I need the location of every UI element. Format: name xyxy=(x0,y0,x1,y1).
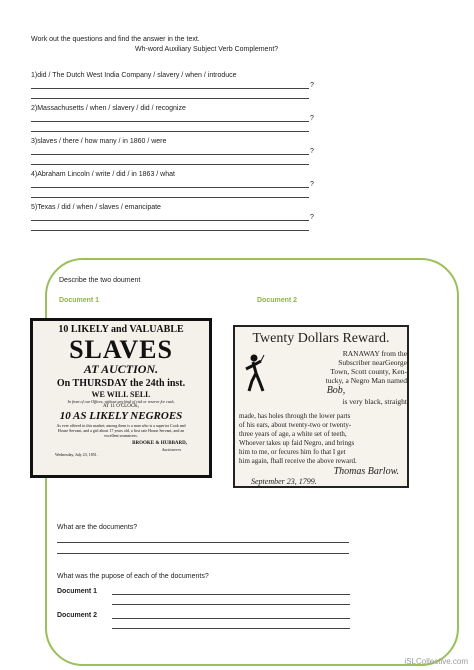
answer-line[interactable] xyxy=(112,628,350,629)
answer-line[interactable] xyxy=(31,187,309,188)
watermark: iSLCollective.com xyxy=(404,657,468,666)
document-2-advert xyxy=(233,325,409,488)
runaway-figure-icon xyxy=(241,353,265,393)
answer-line[interactable] xyxy=(112,618,350,619)
poster-auctioneers: BROOKE & HUBBARD, xyxy=(132,441,187,446)
advert-line: Town, Scott county, Ken- xyxy=(330,367,407,376)
answer-line[interactable] xyxy=(31,121,309,122)
answer-line[interactable] xyxy=(112,594,350,595)
poster-negroes: 10 AS LIKELY NEGROES xyxy=(59,410,183,422)
poster-slaves: SLAVES xyxy=(69,335,173,364)
advert-line: made, has holes through the lower parts xyxy=(239,412,351,420)
advert-line: him to me, or fecures him fo that I get xyxy=(239,448,346,456)
reward-title: Twenty Dollars Reward. xyxy=(252,331,390,346)
advert-date: September 23, 1799. xyxy=(251,477,317,486)
runaway-name: Bob, xyxy=(326,385,346,396)
document-1-label: Document 1 xyxy=(59,297,100,304)
poster-we-will-sell: WE WILL SELL xyxy=(91,390,151,399)
advert-line: is very black, straight xyxy=(342,397,407,406)
answer-line[interactable] xyxy=(31,131,309,132)
poster-date: On THURSDAY the 24th inst. xyxy=(56,378,186,389)
question-4: 4)Abraham Lincoln / write / did / in 1863 / what xyxy=(31,171,175,178)
advert-line: of his ears, about twenty-two or twenty- xyxy=(239,421,352,429)
answer-line[interactable] xyxy=(31,164,309,165)
question-purpose: What was the pupose of each of the documents? xyxy=(57,573,209,580)
answer-line[interactable] xyxy=(31,98,309,99)
advert-line: Subscriber nearGeorge xyxy=(338,358,407,367)
poster-heading: 10 LIKELY and VALUABLE xyxy=(58,324,184,335)
advert-line: tucky, a Negro Man named xyxy=(325,376,407,385)
poster-auction: AT AUCTION. xyxy=(83,362,159,376)
instruction-text: Work out the questions and find the answer in the text. xyxy=(31,36,200,43)
poster-auctioneers-title: Auctioneers xyxy=(161,447,181,452)
poster-small-text: In front of our Offices, without any kind of risk or reserve for cash, xyxy=(67,399,175,404)
column-headings: Wh-word Auxiliary Subject Verb Complement? xyxy=(135,46,279,53)
answer-line[interactable] xyxy=(31,154,309,155)
advert-line: RANAWAY from the xyxy=(342,349,407,358)
question-mark: ? xyxy=(310,148,314,155)
question-3: 3)slaves / there / how many / in 1860 / were xyxy=(31,138,167,145)
answer-line[interactable] xyxy=(31,197,309,198)
question-mark: ? xyxy=(310,181,314,188)
answer-line[interactable] xyxy=(31,220,309,221)
advert-line: three years of age, a white set of teeth, xyxy=(239,430,347,438)
advert-line: Whoever takes up faid Negro, and brings xyxy=(239,439,355,447)
question-mark: ? xyxy=(310,82,314,89)
advert-signature: Thomas Barlow. xyxy=(333,466,399,477)
purpose-document-1-label: Document 1 xyxy=(57,588,98,595)
answer-line[interactable] xyxy=(112,604,350,605)
poster-time: AT 11 O'CLOCK, xyxy=(102,404,140,409)
document-2-label: Document 2 xyxy=(257,297,298,304)
question-5: 5)Texas / did / when / slaves / emancipate xyxy=(31,204,161,211)
question-mark: ? xyxy=(310,214,314,221)
question-documents: What are the documents? xyxy=(57,524,138,531)
answer-line[interactable] xyxy=(57,553,349,554)
answer-line[interactable] xyxy=(57,542,349,543)
poster-body: As ever offered in this market; among them is a man who is a superior Cook and House Servant, and a girl about 17 years old, a first rate House Servant, and an excellent seamstress. xyxy=(56,423,186,438)
answer-line[interactable] xyxy=(31,230,309,231)
answer-line[interactable] xyxy=(31,88,309,89)
question-1: 1)did / The Dutch West India Company / slavery / when / introduce xyxy=(31,72,237,79)
section-title: Describe the two doument xyxy=(59,277,141,284)
purpose-document-2-label: Document 2 xyxy=(57,612,98,619)
question-mark: ? xyxy=(310,115,314,122)
poster-footer-date: Wednesday, July 23, 1851. xyxy=(55,452,98,457)
question-2: 2)Massachusetts / when / slavery / did / recognize xyxy=(31,105,186,112)
document-1-poster xyxy=(30,318,212,478)
advert-line: him again, fhall receive the above reward. xyxy=(239,457,357,465)
